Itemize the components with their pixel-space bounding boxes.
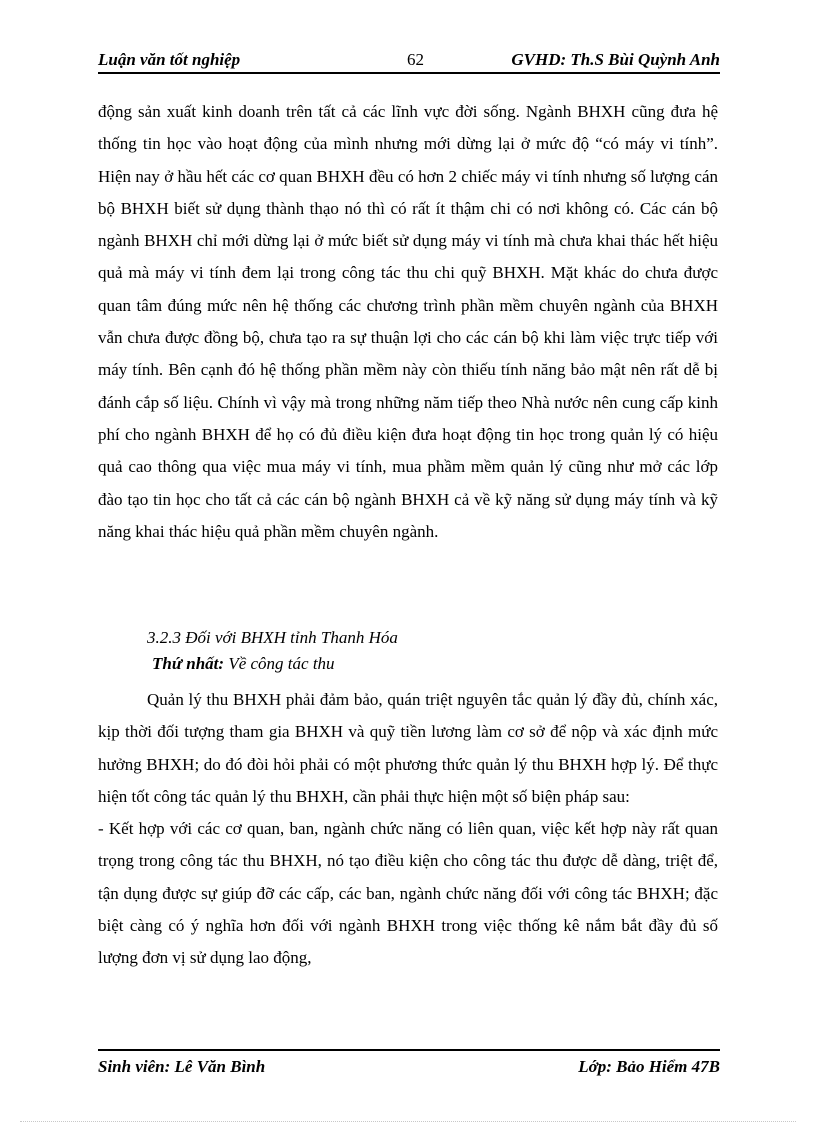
header-thesis-title: Luận văn tốt nghiệp: [98, 50, 241, 69]
header-page-number: 62: [407, 50, 424, 69]
subsection-heading: [152, 654, 335, 674]
section-heading: 3.2.3 Đối với BHXH tỉnh Thanh Hóa: [147, 628, 398, 647]
page-header: [98, 48, 720, 74]
footer-class: Lớp: Bảo Hiểm 47B: [578, 1057, 720, 1076]
subsection-text: Về công tác thu: [224, 654, 335, 673]
footer-student: Sinh viên: Lê Văn Bình: [98, 1057, 266, 1076]
page-footer: [98, 1049, 720, 1077]
subsection-label: Thứ nhất:: [152, 654, 225, 673]
paragraph-thu-bhxh: Quản lý thu BHXH phải đảm bảo, quán triệt nguyên tắc quản lý đầy đủ, chính xác, kịp thời đối tượng tham gia BHXH và quỹ tiền lương làm cơ sở để nộp và xác định mức hưởng BHXH; do đó đòi hỏi phải có một phương thức quản lý thu BHXH hợp lý. Để thực hiện tốt công tác quản lý thu BHXH, cần phải thực hiện một số biện pháp sau:: [98, 690, 718, 806]
body-text-top: [98, 96, 718, 548]
paragraph-ket-hop: - Kết hợp với các cơ quan, ban, ngành chức năng có liên quan, việc kết hợp này rất quan trọng trong công tác thu BHXH, nó tạo điều kiện cho công tác thu được dễ dàng, triệt để, tận dụng được sự giúp đỡ các cấp, các ban, ngành chức năng đối với công tác BHXH; đặc biệt càng có ý nghĩa hơn đối với ngành BHXH trong việc thống kê nắm bắt đầy đủ số lượng đơn vị sử dụng lao động,: [98, 819, 718, 968]
body-text-bottom: [98, 684, 718, 975]
header-supervisor: GVHD: Th.S Bùi Quỳnh Anh: [511, 50, 720, 69]
page-bottom-divider: [20, 1121, 796, 1122]
paragraph-continuation: động sản xuất kinh doanh trên tất cả các lĩnh vực đời sống. Ngành BHXH cũng đưa hệ thống tin học vào hoạt động của mình nhưng mới dừng lại ở mức độ “có máy vi tính”. Hiện nay ở hầu hết các cơ quan BHXH đều có hơn 2 chiếc máy vi tính nhưng số lượng cán bộ BHXH biết sử dụng thành thạo nó thì có rất ít thậm chi có nơi không có. Các cán bộ ngành BHXH chỉ mới dừng lại ở mức biết sử dụng máy vi tính mà chưa khai thác hết hiệu quả mà máy vi tính đem lại trong công tác thu chi quỹ BHXH. Mặt khác do chưa được quan tâm đúng mức nên hệ thống các chương trình phần mềm chuyên ngành của BHXH vẫn chưa được đồng bộ, chưa tạo ra sự thuận lợi cho các cán bộ khi làm việc trực tiếp với máy tính. Bên cạnh đó hệ thống phần mềm này còn thiếu tính năng bảo mật nên rất dễ bị đánh cắp số liệu. Chính vì vậy mà trong những năm tiếp theo Nhà nước nên cung cấp kinh phí cho ngành BHXH để họ có đủ điều kiện đưa hoạt động tin học trong quản lý có hiệu quả cao thông qua việc mua máy vi tính, mua phầm mềm quản lý cũng như mở các lớp đào tạo tin học cho tất cả các cán bộ ngành BHXH cả về kỹ năng sử dụng máy tính và kỹ năng khai thác hiệu quả phần mềm chuyên ngành.: [98, 102, 718, 541]
